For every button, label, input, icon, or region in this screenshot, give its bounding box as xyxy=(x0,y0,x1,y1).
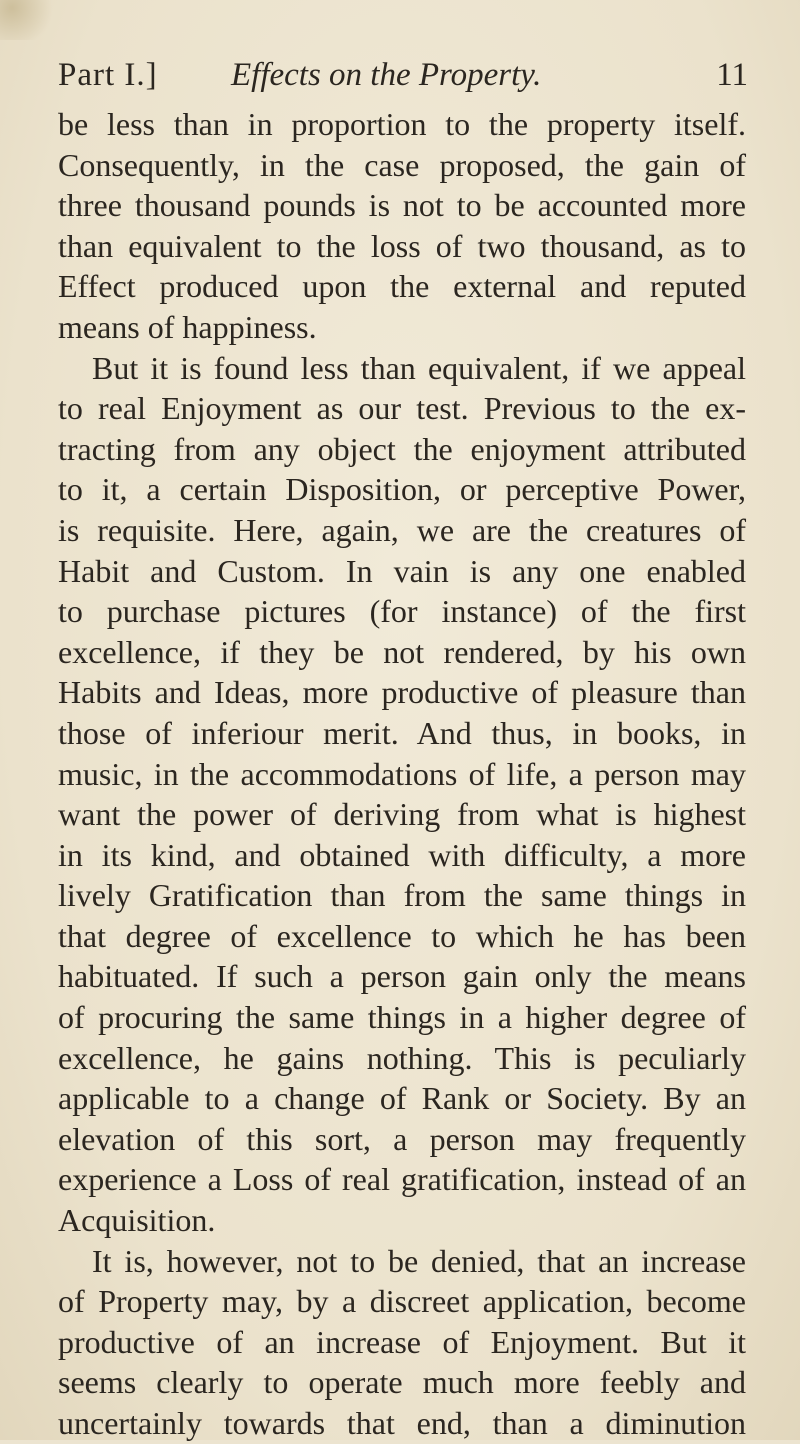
text-line: productive of an increase of Enjoyment. But it xyxy=(58,1323,746,1360)
text-line: But it is found less than equivalent, if we appeal xyxy=(92,349,746,386)
text-line: habituated. If such a person gain only the means xyxy=(58,958,746,995)
text-line: those of inferiour merit. And thus, in books, in xyxy=(58,714,746,751)
text-line: in its kind, and obtained with difficulty, a more xyxy=(58,836,746,873)
text-line: be less than in proportion to the property itself. xyxy=(58,106,746,142)
text-line: music, in the accommodations of life, a person may xyxy=(58,755,746,792)
text-line: lively Gratification than from the same things in xyxy=(58,877,746,914)
text-line: of Property may, by a discreet application, become xyxy=(58,1283,746,1320)
text-line: Acquisition. xyxy=(58,1202,216,1239)
text-line: uncertainly towards that end, than a diminution xyxy=(58,1405,746,1441)
text-line: Habits and Ideas, more productive of pleasure than xyxy=(58,674,746,711)
part-label: Part I.] xyxy=(58,57,158,93)
text-line: excellence, if they be not rendered, by his own xyxy=(58,633,746,670)
page-number: 11 xyxy=(716,57,748,93)
text-line: It is, however, not to be denied, that an increase xyxy=(92,1242,746,1279)
running-head xyxy=(58,55,748,95)
text-line: tracting from any object the enjoyment attributed xyxy=(58,430,746,467)
text-line: is requisite. Here, again, we are the creatures of xyxy=(58,511,746,548)
text-line: to real Enjoyment as our test. Previous to the ex- xyxy=(58,390,746,427)
text-line: experience a Loss of real gratification, instead of an xyxy=(58,1161,746,1198)
text-line: than equivalent to the loss of two thousand, as to xyxy=(58,227,746,264)
text-line: seems clearly to operate much more feebly and xyxy=(58,1364,746,1401)
paper-stain xyxy=(0,0,60,40)
running-title: Effects on the Property. xyxy=(231,57,542,93)
text-line: want the power of deriving from what is highest xyxy=(58,796,746,833)
text-line: to it, a certain Disposition, or perceptive Power, xyxy=(58,471,746,508)
text-line: that degree of excellence to which he has been xyxy=(58,917,746,954)
text-line: applicable to a change of Rank or Society. By an xyxy=(58,1080,746,1117)
text-line: three thousand pounds is not to be accounted more xyxy=(58,187,746,224)
text-line: Effect produced upon the external and reputed xyxy=(58,268,746,305)
text-line: to purchase pictures (for instance) of the first xyxy=(58,593,746,630)
text-line: excellence, he gains nothing. This is peculiarly xyxy=(58,1039,746,1076)
text-line: elevation of this sort, a person may frequently xyxy=(58,1120,746,1157)
body-text xyxy=(58,104,746,1444)
text-line: of procuring the same things in a higher degree of xyxy=(58,999,746,1036)
text-line: Habit and Custom. In vain is any one enabled xyxy=(58,552,746,589)
text-line: Consequently, in the case proposed, the gain of xyxy=(58,146,746,183)
text-line: means of happiness. xyxy=(58,308,317,345)
